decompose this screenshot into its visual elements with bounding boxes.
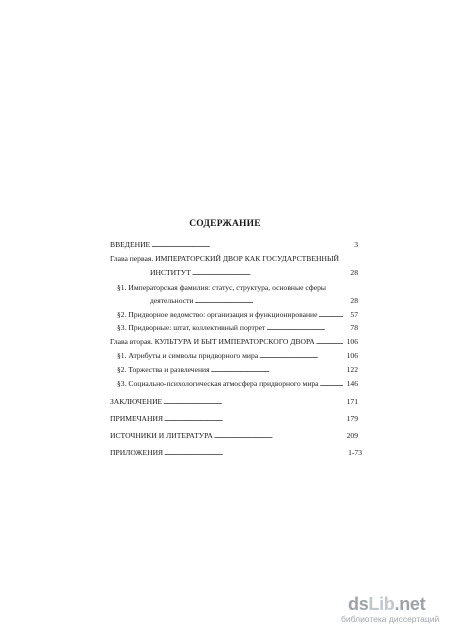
toc-entry-page: 1-73 bbox=[348, 448, 362, 457]
dot-leader bbox=[316, 337, 343, 346]
toc-entry-section-1-3 bbox=[117, 323, 358, 332]
toc-entry-chapter-2 bbox=[110, 337, 358, 346]
dslib-subtitle: библиотека диссертаций bbox=[341, 614, 440, 624]
dot-leader bbox=[259, 351, 343, 360]
dslib-logo bbox=[348, 594, 448, 614]
toc-entry-appendices bbox=[110, 448, 362, 457]
logo-net: .net bbox=[394, 594, 426, 614]
toc-entry-page: 106 bbox=[346, 351, 358, 360]
toc-entry-page: 57 bbox=[350, 310, 358, 319]
toc-entry-page: 209 bbox=[346, 431, 358, 440]
toc-entry-page: 122 bbox=[346, 365, 358, 374]
toc-entry-conclusion bbox=[110, 397, 358, 406]
toc-entry-label: §3. Придворные: штат, коллективный портрет bbox=[117, 323, 266, 332]
toc-entry-page: 28 bbox=[350, 296, 358, 305]
logo-lib: Lib bbox=[368, 594, 395, 614]
toc-entry-label: ИНСТИТУТ bbox=[150, 268, 191, 277]
toc-entry-label: Глава вторая. КУЛЬТУРА И БЫТ ИМПЕРАТОРСКОГО ДВОРА bbox=[110, 337, 315, 346]
toc-entry-section-2-2 bbox=[117, 365, 358, 374]
toc-entry-page: 146 bbox=[346, 379, 358, 388]
toc-entry-section-2-1 bbox=[117, 351, 358, 360]
toc-title: СОДЕРЖАНИЕ bbox=[189, 219, 261, 229]
toc-entry-label: ПРИМЕЧАНИЯ bbox=[110, 414, 164, 423]
dot-leader bbox=[214, 431, 343, 440]
toc-entry-page: 179 bbox=[346, 414, 358, 423]
toc-entry-chapter-1 bbox=[150, 268, 358, 277]
dot-leader bbox=[320, 379, 343, 388]
toc-entry-introduction bbox=[110, 240, 358, 249]
toc-entry-sources bbox=[110, 431, 358, 440]
toc-entry-label: ПРИЛОЖЕНИЯ bbox=[110, 448, 164, 457]
toc-entry-chapter-1-heading: Глава первая. ИМПЕРАТОРСКИЙ ДВОР КАК ГОСУДАРСТВЕННЫЙ bbox=[110, 254, 340, 263]
toc-entry-label: §2. Придворное ведомство: организация и функционирование bbox=[117, 310, 318, 319]
dot-leader bbox=[194, 296, 343, 305]
toc-entry-page: 3 bbox=[354, 240, 358, 249]
dot-leader bbox=[151, 240, 343, 249]
toc-entry-page: 171 bbox=[346, 397, 358, 406]
dot-leader bbox=[163, 397, 343, 406]
toc-entry-page: 106 bbox=[346, 337, 358, 346]
logo-ds: ds bbox=[348, 594, 369, 614]
toc-entry-notes bbox=[110, 414, 358, 423]
dot-leader bbox=[164, 448, 347, 457]
toc-entry-label: §2. Торжества и развлечения bbox=[117, 365, 210, 374]
toc-entry-page: 78 bbox=[350, 323, 358, 332]
toc-entry-label: ВВЕДЕНИЕ bbox=[110, 240, 151, 249]
toc-entry-page: 28 bbox=[350, 268, 358, 277]
dot-leader bbox=[164, 414, 343, 423]
toc-entry-label: §3. Социально-психологическая атмосфера придворного мира bbox=[117, 379, 319, 388]
dot-leader bbox=[318, 310, 343, 319]
toc-entry-label: деятельности bbox=[150, 296, 194, 305]
dot-leader bbox=[266, 323, 343, 332]
dslib-watermark bbox=[341, 594, 448, 624]
toc-entry-section-2-3 bbox=[117, 379, 358, 388]
dot-leader bbox=[211, 365, 343, 374]
toc-entry-section-1-2 bbox=[117, 310, 358, 319]
toc-entry-label: §1. Атрибуты и символы придворного мира bbox=[117, 351, 259, 360]
toc-entry-label: ИСТОЧНИКИ И ЛИТЕРАТУРА bbox=[110, 431, 213, 440]
toc-entry-section-1-1 bbox=[150, 296, 358, 305]
toc-entry-section-1-1-heading: §1. Императорская фамилия: статус, структура, основные сферы bbox=[117, 283, 326, 292]
dot-leader bbox=[192, 268, 343, 277]
toc-entry-label: ЗАКЛЮЧЕНИЕ bbox=[110, 397, 163, 406]
